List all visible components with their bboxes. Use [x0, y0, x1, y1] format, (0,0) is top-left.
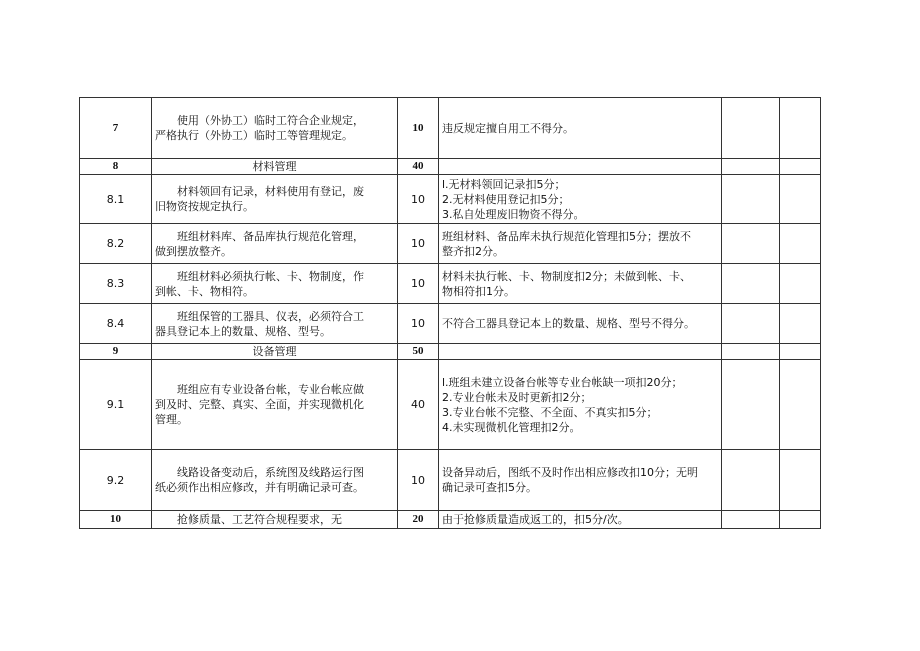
criteria-line: l.无材料领回记录扣5分； [442, 177, 566, 191]
deducted-score-cell [722, 304, 780, 344]
item-description [152, 360, 398, 450]
description-line: 抢修质量、工艺符合规程要求，无 [177, 513, 342, 526]
deduction-criteria [439, 344, 722, 360]
table-row [80, 511, 821, 529]
item-number: 8.4 [80, 304, 152, 344]
criteria-line: 确记录可查扣5分。 [442, 481, 537, 494]
criteria-line: 2.无材料使用登记扣5分； [442, 192, 570, 206]
table-row [80, 98, 821, 159]
description-line: 管理。 [155, 413, 188, 426]
criteria-line: 3.私自处理废旧物资不得分。 [442, 207, 585, 221]
criteria-line: 整齐扣2分。 [442, 244, 504, 258]
deduction-criteria [439, 175, 722, 224]
deduction-criteria [439, 511, 722, 529]
description-line: 班组应有专业设备台帐，专业台帐应做 [177, 383, 364, 396]
item-number: 8.2 [80, 224, 152, 264]
remarks-cell [780, 360, 821, 450]
deduction-criteria [439, 159, 722, 175]
deduction-criteria [439, 98, 722, 159]
item-number: 8.3 [80, 264, 152, 304]
deduction-criteria [439, 224, 722, 264]
score-value: 10 [398, 224, 439, 264]
item-number: 10 [80, 511, 152, 529]
description-line: 旧物资按规定执行。 [155, 200, 254, 213]
section-title: 设备管理 [152, 344, 398, 360]
remarks-cell [780, 264, 821, 304]
item-description [152, 264, 398, 304]
table-row [80, 264, 821, 304]
deducted-score-cell [722, 450, 780, 511]
table-body [80, 98, 821, 529]
description-line: 线路设备变动后，系统图及线路运行图 [177, 466, 364, 479]
remarks-cell [780, 511, 821, 529]
table-row [80, 159, 821, 175]
criteria-line: 由于抢修质量造成返工的，扣5分/次。 [442, 513, 629, 526]
item-description [152, 98, 398, 159]
description-line: 班组材料必须执行帐、卡、物制度，作 [177, 269, 364, 283]
scoring-table [79, 97, 821, 529]
description-line: 班组保管的工器具、仪表，必须符合工 [177, 309, 364, 323]
criteria-line: 班组材料、备品库未执行规范化管理扣5分；摆放不 [442, 229, 691, 243]
deducted-score-cell [722, 98, 780, 159]
deducted-score-cell [722, 264, 780, 304]
criteria-line: 2.专业台帐未及时更新扣2分； [442, 390, 592, 404]
item-description [152, 175, 398, 224]
criteria-line: 4.未实现微机化管理扣2分。 [442, 420, 581, 434]
remarks-cell [780, 175, 821, 224]
score-value: 10 [398, 98, 439, 159]
criteria-line: 不符合工器具登记本上的数量、规格、型号不得分。 [442, 317, 695, 330]
description-line: 纸必须作出相应修改，并有明确记录可查。 [155, 481, 364, 494]
item-number: 8 [80, 159, 152, 175]
score-value: 50 [398, 344, 439, 360]
deduction-criteria [439, 264, 722, 304]
criteria-line: 违反规定擅自用工不得分。 [442, 121, 574, 135]
description-line: 班组材料库、备品库执行规范化管理， [177, 229, 364, 243]
description-line: 器具登记本上的数量、规格、型号。 [155, 324, 331, 338]
description-line: 到及时、完整、真实、全面，并实现微机化 [155, 398, 364, 411]
remarks-cell [780, 224, 821, 264]
criteria-line: 3.专业台帐不完整、不全面、不真实扣5分； [442, 405, 658, 419]
score-value: 10 [398, 175, 439, 224]
item-number: 9.2 [80, 450, 152, 511]
table-row [80, 360, 821, 450]
table-row [80, 175, 821, 224]
score-value: 10 [398, 264, 439, 304]
remarks-cell [780, 344, 821, 360]
deducted-score-cell [722, 360, 780, 450]
score-value: 10 [398, 450, 439, 511]
description-line: 严格执行（外协工）临时工等管理规定。 [155, 129, 353, 142]
item-number: 9 [80, 344, 152, 360]
score-value: 10 [398, 304, 439, 344]
remarks-cell [780, 304, 821, 344]
remarks-cell [780, 98, 821, 159]
score-value: 40 [398, 360, 439, 450]
deducted-score-cell [722, 159, 780, 175]
deducted-score-cell [722, 224, 780, 264]
deduction-criteria [439, 304, 722, 344]
table-row [80, 344, 821, 360]
table-row [80, 304, 821, 344]
criteria-line: 设备异动后，图纸不及时作出相应修改扣10分；无明 [442, 466, 698, 479]
section-title: 材料管理 [152, 159, 398, 175]
description-line: 做到摆放整齐。 [155, 244, 232, 258]
item-description [152, 511, 398, 529]
criteria-line: l.班组未建立设备台帐等专业台帐缺一项扣20分； [442, 375, 683, 389]
score-value: 40 [398, 159, 439, 175]
score-value: 20 [398, 511, 439, 529]
item-description [152, 224, 398, 264]
item-number: 7 [80, 98, 152, 159]
deducted-score-cell [722, 175, 780, 224]
item-description [152, 450, 398, 511]
deducted-score-cell [722, 511, 780, 529]
deducted-score-cell [722, 344, 780, 360]
table-row [80, 224, 821, 264]
deduction-criteria [439, 450, 722, 511]
remarks-cell [780, 159, 821, 175]
description-line: 到帐、卡、物相符。 [155, 284, 254, 298]
item-description [152, 304, 398, 344]
remarks-cell [780, 450, 821, 511]
deduction-criteria [439, 360, 722, 450]
description-line: 使用（外协工）临时工符合企业规定， [177, 114, 364, 127]
item-number: 9.1 [80, 360, 152, 450]
criteria-line: 材料未执行帐、卡、物制度扣2分；未做到帐、卡、 [442, 269, 691, 283]
table-row [80, 450, 821, 511]
criteria-line: 物相符扣1分。 [442, 284, 515, 298]
item-number: 8.1 [80, 175, 152, 224]
description-line: 材料领回有记录，材料使用有登记，废 [177, 185, 364, 198]
